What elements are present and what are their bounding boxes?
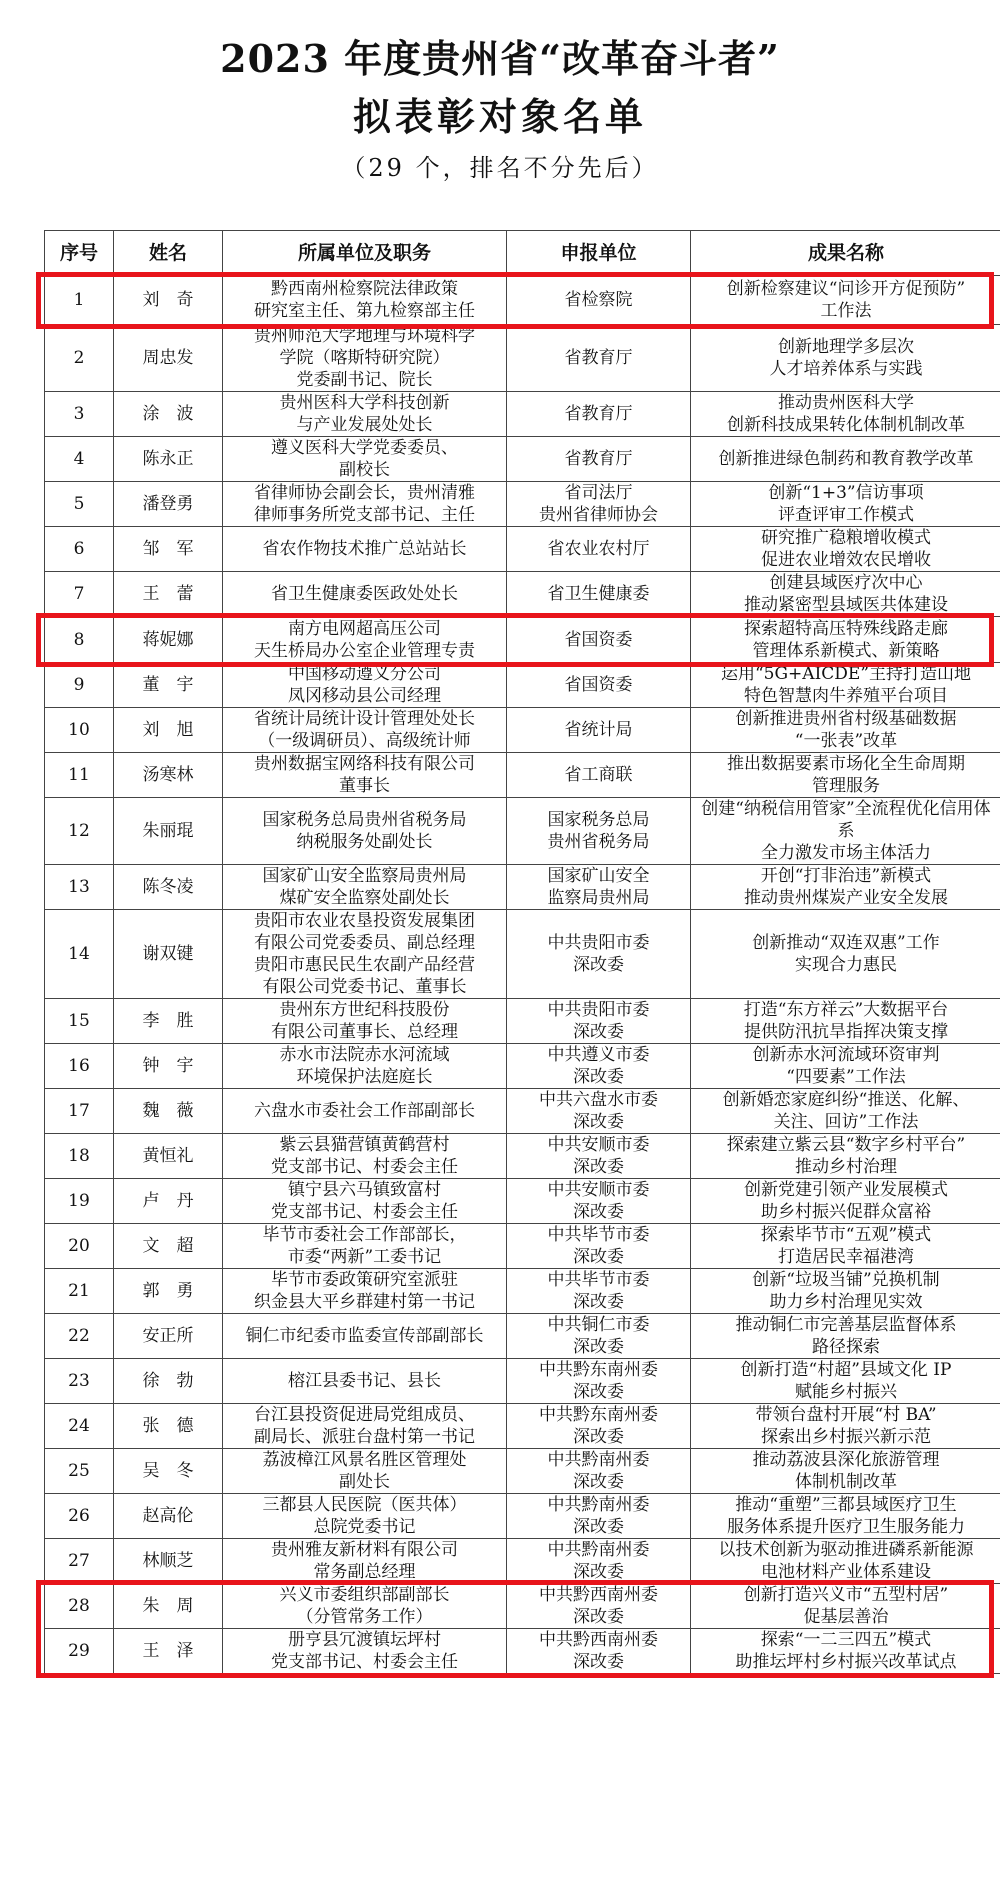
cell-row-number: 28 [45, 1584, 114, 1629]
cell-org-and-position: 册亨县冗渡镇坛坪村 党支部书记、村委会主任 [223, 1629, 507, 1674]
cell-nominating-unit: 省教育厅 [507, 437, 691, 482]
table-row [45, 392, 1000, 437]
cell-row-number: 8 [45, 617, 114, 663]
cell-org-and-position: 省卫生健康委医政处处长 [223, 572, 507, 617]
table-row [45, 753, 1000, 798]
cell-nominating-unit: 国家税务总局 贵州省税务局 [507, 798, 691, 865]
cell-org-and-position: 台江县投资促进局党组成员、 副局长、派驻台盘村第一书记 [223, 1404, 507, 1449]
cell-org-and-position: 黔西南州检察院法律政策 研究室主任、第九检察部主任 [223, 276, 507, 325]
cell-row-number: 9 [45, 663, 114, 708]
cell-person-name: 卢 丹 [114, 1179, 223, 1224]
cell-row-number: 14 [45, 910, 114, 999]
cell-person-name: 陈永正 [114, 437, 223, 482]
cell-achievement-title: 创新打造兴义市“五型村居” 促基层善治 [691, 1584, 1000, 1629]
cell-person-name: 黄恒礼 [114, 1134, 223, 1179]
cell-row-number: 5 [45, 482, 114, 527]
cell-org-and-position: 荔波樟江风景名胜区管理处 副处长 [223, 1449, 507, 1494]
cell-achievement-title: 推动铜仁市完善基层监督体系 路径探索 [691, 1314, 1000, 1359]
table-row [45, 1089, 1000, 1134]
cell-org-and-position: 省农作物技术推广总站站长 [223, 527, 507, 572]
cell-nominating-unit: 中共黔东南州委 深改委 [507, 1359, 691, 1404]
cell-nominating-unit: 省司法厅 贵州省律师协会 [507, 482, 691, 527]
table-row [45, 1179, 1000, 1224]
cell-nominating-unit: 中共黔南州委 深改委 [507, 1494, 691, 1539]
cell-row-number: 29 [45, 1629, 114, 1674]
table-row [45, 1134, 1000, 1179]
cell-person-name: 林顺芝 [114, 1539, 223, 1584]
cell-nominating-unit: 中共毕节市委 深改委 [507, 1269, 691, 1314]
column-header-name: 姓名 [114, 231, 223, 276]
cell-row-number: 4 [45, 437, 114, 482]
cell-row-number: 20 [45, 1224, 114, 1269]
cell-person-name: 张 德 [114, 1404, 223, 1449]
cell-org-and-position: 贵阳市农业农垦投资发展集团 有限公司党委委员、副总经理 贵阳市惠民民生农副产品经营 有限公司党委书记、董事长 [223, 910, 507, 999]
table-body [45, 276, 1000, 1674]
cell-achievement-title: 创建县域医疗次中心 推动紧密型县域医共体建设 [691, 572, 1000, 617]
cell-row-number: 6 [45, 527, 114, 572]
table-row [45, 663, 1000, 708]
cell-nominating-unit: 中共毕节市委 深改委 [507, 1224, 691, 1269]
cell-nominating-unit: 中共贵阳市委 深改委 [507, 910, 691, 999]
table-row [45, 798, 1000, 865]
cell-person-name: 徐 勃 [114, 1359, 223, 1404]
column-header-org: 所属单位及职务 [223, 231, 507, 276]
table-row [45, 617, 1000, 663]
cell-achievement-title: 创新“垃圾当铺”兑换机制 助力乡村治理见实效 [691, 1269, 1000, 1314]
cell-person-name: 钟 宇 [114, 1044, 223, 1089]
cell-person-name: 郭 勇 [114, 1269, 223, 1314]
cell-person-name: 吴 冬 [114, 1449, 223, 1494]
cell-row-number: 10 [45, 708, 114, 753]
table-row [45, 708, 1000, 753]
cell-achievement-title: 推动“重塑”三都县域医疗卫生 服务体系提升医疗卫生服务能力 [691, 1494, 1000, 1539]
cell-achievement-title: 探索毕节市“五观”模式 打造居民幸福港湾 [691, 1224, 1000, 1269]
cell-org-and-position: 毕节市委政策研究室派驻 织金县大平乡群建村第一书记 [223, 1269, 507, 1314]
table-row [45, 1224, 1000, 1269]
cell-org-and-position: 贵州师范大学地理与环境科学 学院（喀斯特研究院） 党委副书记、院长 [223, 325, 507, 392]
cell-achievement-title: 创新推进贵州省村级基础数据 “一张表”改革 [691, 708, 1000, 753]
cell-person-name: 魏 薇 [114, 1089, 223, 1134]
table-header-row [45, 231, 1000, 276]
cell-person-name: 朱 周 [114, 1584, 223, 1629]
table-row [45, 1044, 1000, 1089]
table-row [45, 1269, 1000, 1314]
table-row [45, 325, 1000, 392]
cell-org-and-position: 中国移动遵义分公司 凤冈移动县公司经理 [223, 663, 507, 708]
cell-row-number: 17 [45, 1089, 114, 1134]
cell-org-and-position: 南方电网超高压公司 天生桥局办公室企业管理专责 [223, 617, 507, 663]
cell-person-name: 文 超 [114, 1224, 223, 1269]
cell-row-number: 18 [45, 1134, 114, 1179]
cell-nominating-unit: 中共黔南州委 深改委 [507, 1539, 691, 1584]
cell-achievement-title: 带领台盘村开展“村 BA” 探索出乡村振兴新示范 [691, 1404, 1000, 1449]
cell-achievement-title: 推动荔波县深化旅游管理 体制机制改革 [691, 1449, 1000, 1494]
cell-nominating-unit: 中共黔西南州委 深改委 [507, 1584, 691, 1629]
cell-row-number: 13 [45, 865, 114, 910]
cell-nominating-unit: 省工商联 [507, 753, 691, 798]
cell-org-and-position: 六盘水市委社会工作部副部长 [223, 1089, 507, 1134]
cell-person-name: 安正所 [114, 1314, 223, 1359]
cell-org-and-position: 三都县人民医院（医共体） 总院党委书记 [223, 1494, 507, 1539]
cell-person-name: 谢双键 [114, 910, 223, 999]
cell-org-and-position: 贵州医科大学科技创新 与产业发展处处长 [223, 392, 507, 437]
table-row [45, 1449, 1000, 1494]
cell-row-number: 11 [45, 753, 114, 798]
cell-achievement-title: 研究推广稳粮增收模式 促进农业增效农民增收 [691, 527, 1000, 572]
column-header-achievement: 成果名称 [691, 231, 1000, 276]
cell-org-and-position: 贵州数据宝网络科技有限公司 董事长 [223, 753, 507, 798]
table-row [45, 572, 1000, 617]
cell-person-name: 朱丽琨 [114, 798, 223, 865]
cell-org-and-position: 国家矿山安全监察局贵州局 煤矿安全监察处副处长 [223, 865, 507, 910]
cell-org-and-position: 兴义市委组织部副部长 （分管常务工作） [223, 1584, 507, 1629]
cell-achievement-title: 开创“打非治违”新模式 推动贵州煤炭产业安全发展 [691, 865, 1000, 910]
cell-row-number: 22 [45, 1314, 114, 1359]
cell-org-and-position: 铜仁市纪委市监委宣传部副部长 [223, 1314, 507, 1359]
column-header-unit: 申报单位 [507, 231, 691, 276]
cell-row-number: 23 [45, 1359, 114, 1404]
cell-person-name: 陈冬凌 [114, 865, 223, 910]
cell-achievement-title: 创新婚恋家庭纠纷“推送、化解、 关注、回访”工作法 [691, 1089, 1000, 1134]
cell-person-name: 周忠发 [114, 325, 223, 392]
cell-person-name: 李 胜 [114, 999, 223, 1044]
cell-nominating-unit: 中共黔南州委 深改委 [507, 1449, 691, 1494]
table-row [45, 1359, 1000, 1404]
cell-row-number: 24 [45, 1404, 114, 1449]
cell-row-number: 21 [45, 1269, 114, 1314]
cell-nominating-unit: 省国资委 [507, 617, 691, 663]
cell-row-number: 2 [45, 325, 114, 392]
table-row [45, 527, 1000, 572]
table-row [45, 1494, 1000, 1539]
column-header-no: 序号 [45, 231, 114, 276]
cell-org-and-position: 榕江县委书记、县长 [223, 1359, 507, 1404]
cell-nominating-unit: 中共遵义市委 深改委 [507, 1044, 691, 1089]
cell-achievement-title: 探索超特高压特殊线路走廊 管理体系新模式、新策略 [691, 617, 1000, 663]
cell-row-number: 3 [45, 392, 114, 437]
table-row [45, 999, 1000, 1044]
cell-achievement-title: 创新推动“双连双惠”工作 实现合力惠民 [691, 910, 1000, 999]
table-row [45, 1404, 1000, 1449]
cell-org-and-position: 镇宁县六马镇致富村 党支部书记、村委会主任 [223, 1179, 507, 1224]
cell-row-number: 25 [45, 1449, 114, 1494]
cell-org-and-position: 遵义医科大学党委委员、 副校长 [223, 437, 507, 482]
table-row [45, 437, 1000, 482]
cell-nominating-unit: 国家矿山安全 监察局贵州局 [507, 865, 691, 910]
cell-nominating-unit: 省检察院 [507, 276, 691, 325]
cell-achievement-title: 创新“1+3”信访事项 评查评审工作模式 [691, 482, 1000, 527]
cell-nominating-unit: 中共铜仁市委 深改委 [507, 1314, 691, 1359]
cell-achievement-title: 运用“5G+AICDE”主持打造山地 特色智慧肉牛养殖平台项目 [691, 663, 1000, 708]
cell-person-name: 刘 奇 [114, 276, 223, 325]
cell-person-name: 蒋妮娜 [114, 617, 223, 663]
cell-org-and-position: 国家税务总局贵州省税务局 纳税服务处副处长 [223, 798, 507, 865]
cell-person-name: 刘 旭 [114, 708, 223, 753]
table-row [45, 910, 1000, 999]
cell-achievement-title: 创新检察建议“问诊开方促预防” 工作法 [691, 276, 1000, 325]
cell-nominating-unit: 中共贵阳市委 深改委 [507, 999, 691, 1044]
cell-achievement-title: 探索“一二三四五”模式 助推坛坪村乡村振兴改革试点 [691, 1629, 1000, 1674]
table-row [45, 865, 1000, 910]
cell-nominating-unit: 中共安顺市委 深改委 [507, 1134, 691, 1179]
candidate-table [44, 230, 1000, 1674]
cell-row-number: 26 [45, 1494, 114, 1539]
cell-row-number: 27 [45, 1539, 114, 1584]
cell-person-name: 王 泽 [114, 1629, 223, 1674]
cell-row-number: 1 [45, 276, 114, 325]
cell-person-name: 王 蕾 [114, 572, 223, 617]
cell-org-and-position: 赤水市法院赤水河流域 环境保护法庭庭长 [223, 1044, 507, 1089]
table-row [45, 1539, 1000, 1584]
cell-nominating-unit: 中共安顺市委 深改委 [507, 1179, 691, 1224]
cell-nominating-unit: 省统计局 [507, 708, 691, 753]
cell-person-name: 赵高伦 [114, 1494, 223, 1539]
cell-nominating-unit: 省农业农村厅 [507, 527, 691, 572]
cell-achievement-title: 创新党建引领产业发展模式 助乡村振兴促群众富裕 [691, 1179, 1000, 1224]
cell-row-number: 19 [45, 1179, 114, 1224]
cell-org-and-position: 毕节市委社会工作部部长， 市委“两新”工委书记 [223, 1224, 507, 1269]
cell-row-number: 16 [45, 1044, 114, 1089]
cell-achievement-title: 以技术创新为驱动推进磷系新能源 电池材料产业体系建设 [691, 1539, 1000, 1584]
cell-person-name: 涂 波 [114, 392, 223, 437]
cell-achievement-title: 创新推进绿色制药和教育教学改革 [691, 437, 1000, 482]
page-title-line-1: 2023 年度贵州省“改革奋斗者” [220, 36, 780, 81]
cell-achievement-title: 打造“东方祥云”大数据平台 提供防汛抗旱指挥决策支撑 [691, 999, 1000, 1044]
table-row [45, 1584, 1000, 1629]
cell-achievement-title: 探索建立紫云县“数字乡村平台” 推动乡村治理 [691, 1134, 1000, 1179]
cell-org-and-position: 省统计局统计设计管理处处长 （一级调研员）、高级统计师 [223, 708, 507, 753]
cell-achievement-title: 创新赤水河流域环资审判 “四要素”工作法 [691, 1044, 1000, 1089]
cell-row-number: 7 [45, 572, 114, 617]
cell-achievement-title: 创新地理学多层次 人才培养体系与实践 [691, 325, 1000, 392]
cell-nominating-unit: 省教育厅 [507, 325, 691, 392]
table-row [45, 482, 1000, 527]
table-row [45, 1314, 1000, 1359]
cell-nominating-unit: 省国资委 [507, 663, 691, 708]
cell-row-number: 15 [45, 999, 114, 1044]
cell-achievement-title: 创建“纳税信用管家”全流程优化信用体系 全力激发市场主体活力 [691, 798, 1000, 865]
cell-org-and-position: 贵州雅友新材料有限公司 常务副总经理 [223, 1539, 507, 1584]
cell-achievement-title: 创新打造“村超”县域文化 IP 赋能乡村振兴 [691, 1359, 1000, 1404]
page-title-line-2: 拟表彰对象名单 [352, 94, 647, 139]
cell-nominating-unit: 省教育厅 [507, 392, 691, 437]
cell-achievement-title: 推动贵州医科大学 创新科技成果转化体制机制改革 [691, 392, 1000, 437]
cell-person-name: 潘登勇 [114, 482, 223, 527]
cell-org-and-position: 省律师协会副会长，贵州清雅 律师事务所党支部书记、主任 [223, 482, 507, 527]
table-row [45, 276, 1000, 325]
cell-person-name: 汤寒林 [114, 753, 223, 798]
cell-nominating-unit: 中共黔东南州委 深改委 [507, 1404, 691, 1449]
cell-person-name: 董 宇 [114, 663, 223, 708]
cell-achievement-title: 推出数据要素市场化全生命周期 管理服务 [691, 753, 1000, 798]
cell-nominating-unit: 中共黔西南州委 深改委 [507, 1629, 691, 1674]
cell-org-and-position: 紫云县猫营镇黄鹤营村 党支部书记、村委会主任 [223, 1134, 507, 1179]
page-subtitle: （29 个，排名不分先后） [341, 154, 659, 182]
table-row [45, 1629, 1000, 1674]
cell-nominating-unit: 中共六盘水市委 深改委 [507, 1089, 691, 1134]
cell-nominating-unit: 省卫生健康委 [507, 572, 691, 617]
cell-person-name: 邹 军 [114, 527, 223, 572]
cell-row-number: 12 [45, 798, 114, 865]
cell-org-and-position: 贵州东方世纪科技股份 有限公司董事长、总经理 [223, 999, 507, 1044]
